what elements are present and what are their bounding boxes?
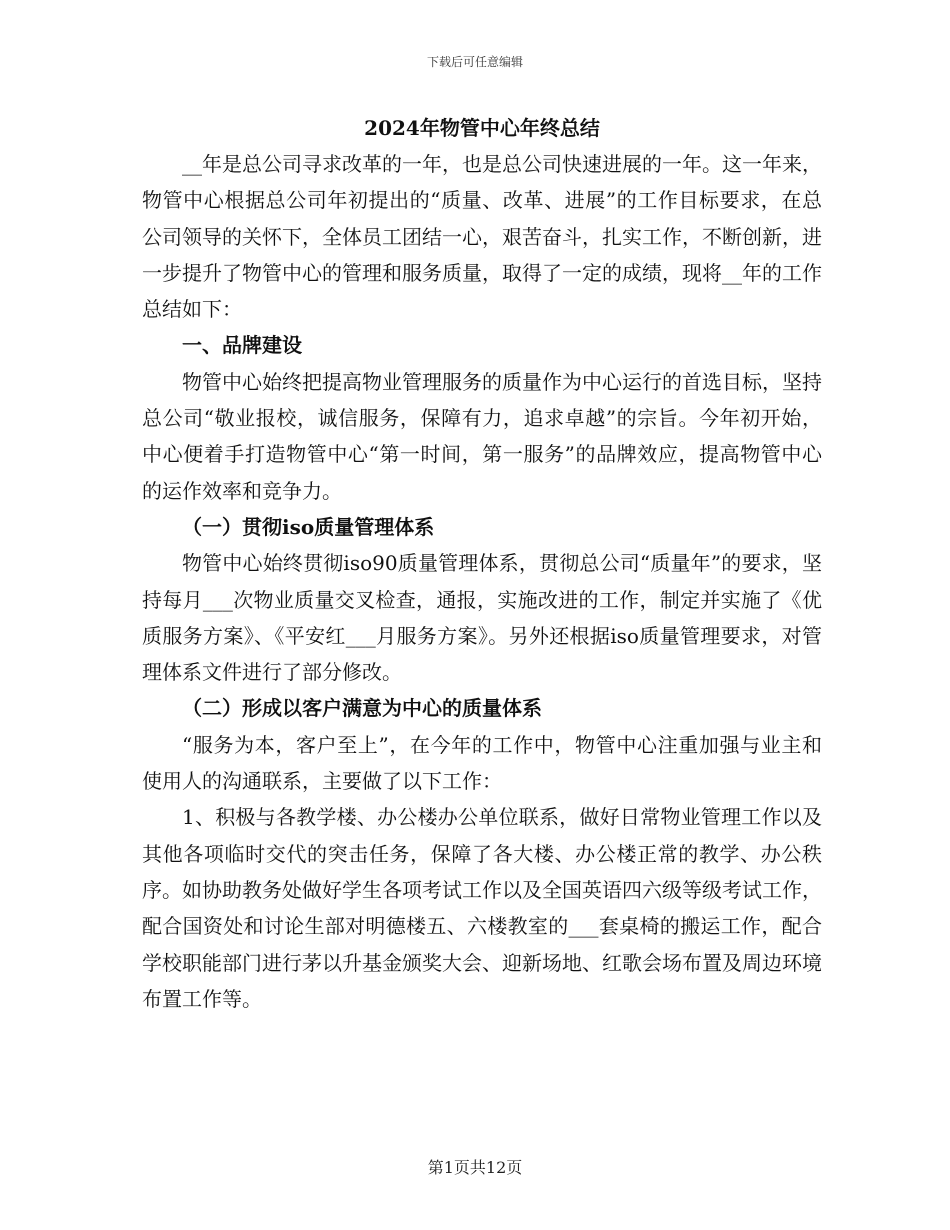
document-title: 2024年物管中心年终总结 bbox=[364, 116, 600, 140]
subsection-iso-paragraph: 物管中心始终贯彻iso90质量管理体系，贯彻总公司“质量年”的要求，坚持每月___次物业质量交叉检查，通报，实施改进的工作，制定并实施了《优质服务方案》、《平安红___月服务方案》。另外还根据iso质量管理要求，对管理体系文件进行了部分修改。 bbox=[142, 551, 822, 685]
subsection-heading-customer: （二）形成以客户满意为中心的质量体系 bbox=[182, 696, 542, 721]
subsection-customer-paragraph: “服务为本，客户至上”，在今年的工作中，物管中心注重加强与业主和使用人的沟通联系，主要做了以下工作： bbox=[142, 732, 822, 794]
subsection-heading-iso: （一）贯彻iso质量管理体系 bbox=[182, 514, 435, 539]
intro-paragraph: __年是总公司寻求改革的一年，也是总公司快速进展的一年。这一年来，物管中心根据总公司年初提出的“质量、改革、进展”的工作目标要求，在总公司领导的关怀下，全体员工团结一心，艰苦奋斗，扎实工作，不断创新，进一步提升了物管中心的管理和服务质量，取得了一定的成绩，现将__年的工作总结如下： bbox=[142, 152, 822, 322]
page-header-note: 下载后可任意编辑 bbox=[426, 55, 523, 69]
section-heading-brand: 一、品牌建设 bbox=[182, 333, 302, 358]
section-brand-paragraph: 物管中心始终把提高物业管理服务的质量作为中心运行的首选目标，坚持总公司“敬业报校，诚信服务，保障有力，追求卓越”的宗旨。今年初开始，中心便着手打造物管中心“第一时间，第一服务”的品牌效应，提高物管中心的运作效率和竞争力。 bbox=[142, 369, 822, 503]
page-number: 第1页共12页 bbox=[427, 1158, 523, 1177]
list-item-paragraph: 1、积极与各教学楼、办公楼办公单位联系，做好日常物业管理工作以及其他各项临时交代的突击任务，保障了各大楼、办公楼正常的教学、办公秩序。如协助教务处做好学生各项考试工作以及全国英语四六级等级考试工作，配合国资处和讨论生部对明德楼五、六楼教室的___套桌椅的搬运工作，配合学校职能部门进行茅以升基金颁奖大会、迎新场地、红歌会场布置及周边环境布置工作等。 bbox=[142, 805, 822, 1011]
document-body bbox=[142, 110, 822, 1017]
